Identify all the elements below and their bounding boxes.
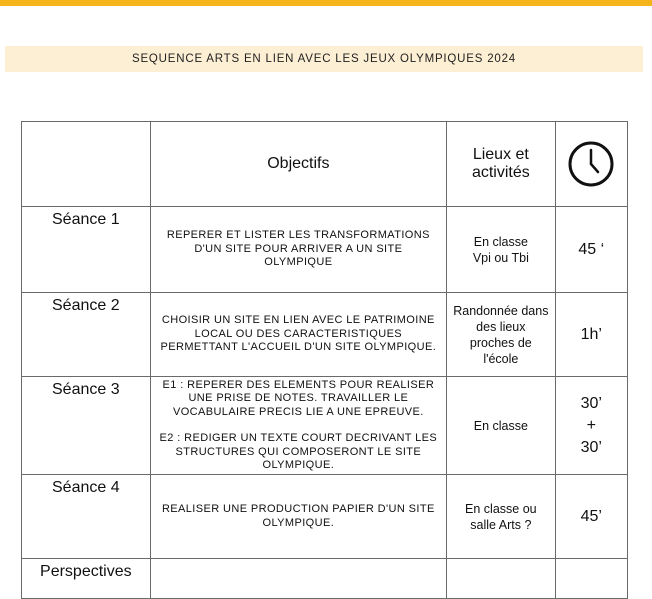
sequence-title: SEQUENCE ARTS EN LIEN AVEC LES JEUX OLYMPIQUES 2024 bbox=[131, 53, 516, 65]
objective-cell: REPERER ET LISTER LES TRANSFORMATIONS D'UN SITE POUR ARRIVER A UN SITE OLYMPIQUE bbox=[150, 207, 446, 293]
place-cell bbox=[447, 559, 556, 599]
duration-cell: 30’ + 30’ bbox=[555, 377, 627, 475]
session-label-cell: Perspectives bbox=[22, 559, 151, 599]
table-row bbox=[22, 559, 628, 599]
objective-cell: REALISER UNE PRODUCTION PAPIER D'UN SITE OLYMPIQUE. bbox=[150, 475, 446, 559]
table-row bbox=[22, 293, 628, 377]
sequence-banner bbox=[5, 46, 643, 72]
clock-icon bbox=[567, 140, 615, 188]
header-places: Lieux et activités bbox=[447, 122, 556, 207]
session-label-cell: Séance 1 bbox=[22, 207, 151, 293]
table-row bbox=[22, 475, 628, 559]
duration-cell: 45’ bbox=[555, 475, 627, 559]
objective-cell: E1 : REPERER DES ELEMENTS POUR REALISER UNE PRISE DE NOTES. TRAVAILLER LE VOCABULAIRE PRECIS LIE A UNE EPREUVE. E2 : REDIGER UN TEXTE COURT DECRIVANT LES STRUCTURES QUI COMPOSERONT LE SITE OLYMPIQUE. bbox=[150, 377, 446, 475]
place-cell: En classe ou salle Arts ? bbox=[447, 475, 556, 559]
place-cell: En classe Vpi ou Tbi bbox=[447, 207, 556, 293]
session-label-cell: Séance 2 bbox=[22, 293, 151, 377]
header-duration bbox=[555, 122, 627, 207]
duration-cell: 45 ‘ bbox=[555, 207, 627, 293]
header-empty-cell bbox=[22, 122, 151, 207]
place-cell: En classe bbox=[447, 377, 556, 475]
table-row bbox=[22, 207, 628, 293]
table-header-row bbox=[22, 122, 628, 207]
place-cell: Randonnée dans des lieux proches de l'école bbox=[447, 293, 556, 377]
duration-cell bbox=[555, 559, 627, 599]
top-accent-bar bbox=[0, 0, 652, 6]
session-label-cell: Séance 4 bbox=[22, 475, 151, 559]
header-objectives: Objectifs bbox=[150, 122, 446, 207]
session-label-cell: Séance 3 bbox=[22, 377, 151, 475]
objective-cell bbox=[150, 559, 446, 599]
duration-cell: 1h’ bbox=[555, 293, 627, 377]
sequence-table bbox=[21, 121, 628, 599]
objective-cell: CHOISIR UN SITE EN LIEN AVEC LE PATRIMOINE LOCAL OU DES CARACTERISTIQUES PERMETTANT L'ACCUEIL D'UN SITE OLYMPIQUE. bbox=[150, 293, 446, 377]
table-row bbox=[22, 377, 628, 475]
